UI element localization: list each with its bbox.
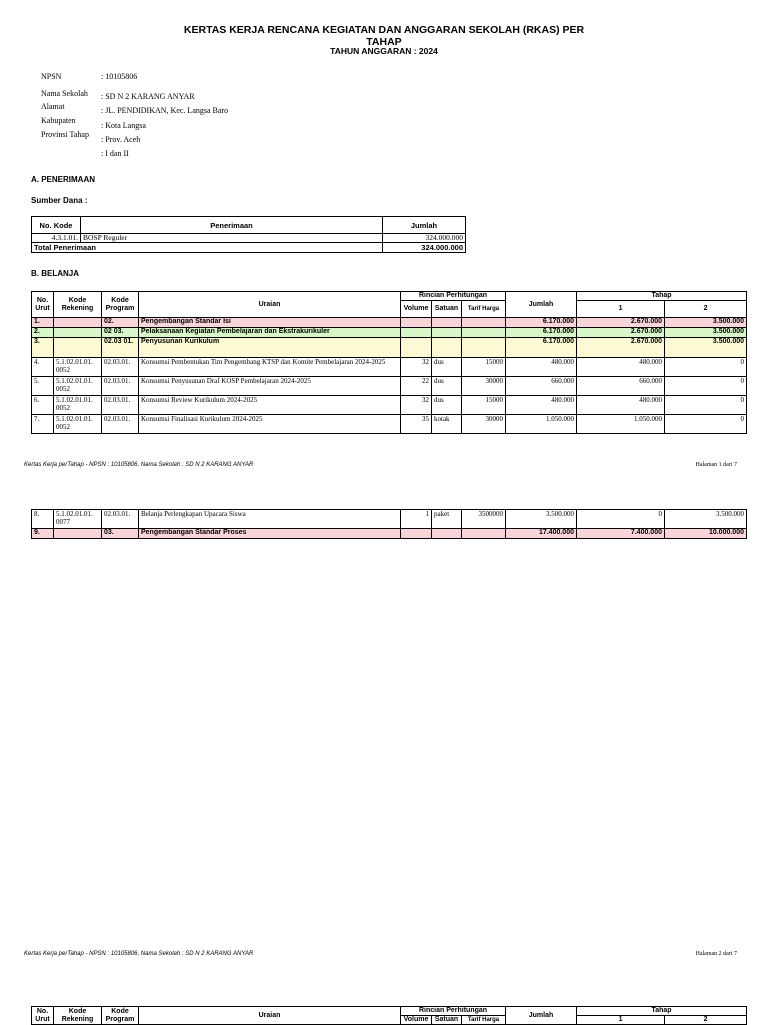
col-header-penerimaan: Penerimaan xyxy=(81,217,383,234)
cell-no: 7. xyxy=(32,415,54,434)
col-header-volume: Volume xyxy=(401,301,432,318)
col-header-no: No. Urut xyxy=(32,1007,54,1025)
cell-tahap-1: 2.670.000 xyxy=(577,328,665,338)
cell-tahap-1: 480.000 xyxy=(577,396,665,415)
document-title xyxy=(0,24,768,48)
cell-tarif xyxy=(462,328,506,338)
table-row xyxy=(32,338,747,358)
info-label-provinsi: Provinsi Tahap xyxy=(41,130,89,139)
cell-uraian: Penyusunan Kurikulum xyxy=(139,338,401,358)
cell-tarif xyxy=(462,529,506,539)
title-line-2: TAHAP xyxy=(366,36,402,48)
cell-no: 4. xyxy=(32,358,54,377)
cell-tahap-1: 2.670.000 xyxy=(577,338,665,358)
table-row xyxy=(32,415,747,434)
cell-volume: 22 xyxy=(401,377,432,396)
table-row xyxy=(32,234,466,243)
cell-jumlah: 660.000 xyxy=(506,377,577,396)
col-header-uraian: Uraian xyxy=(139,292,401,318)
footer-left-page-1: Kertas Kerja perTahap - NPSN : 10105806, Nama Sekolah : SD N 2 KARANG ANYAR xyxy=(24,462,254,468)
cell-rekening: 5.1.02.01.01. 0052 xyxy=(54,377,102,396)
section-penerimaan-heading: A. PENERIMAAN xyxy=(31,175,96,184)
info-value-tahap: : I dan II xyxy=(101,149,129,158)
cell-program: 02.03.01. xyxy=(102,358,139,377)
penerimaan-kode: 4.3.1.01. xyxy=(32,234,81,243)
cell-tahap-1: 480.000 xyxy=(577,358,665,377)
table-row xyxy=(32,529,747,539)
cell-tahap-2: 3.500.000 xyxy=(665,328,747,338)
cell-tahap-2: 3.500.000 xyxy=(665,318,747,328)
sumber-dana-label: Sumber Dana : xyxy=(31,196,88,205)
cell-program: 02. xyxy=(102,318,139,328)
col-header-jumlah: Jumlah xyxy=(506,1007,577,1025)
table-row xyxy=(32,328,747,338)
cell-volume: 32 xyxy=(401,396,432,415)
col-header-satuan: Satuan xyxy=(432,1016,462,1025)
col-header-rekening: Kode Rekening xyxy=(54,1007,102,1025)
cell-tahap-2: 10.000.000 xyxy=(665,529,747,539)
col-header-tarif: Tarif Harga xyxy=(462,1016,506,1025)
cell-uraian: Pengembangan Standar Proses xyxy=(139,529,401,539)
cell-no: 2. xyxy=(32,328,54,338)
total-label: Total Penerimaan xyxy=(32,243,383,253)
table-row xyxy=(32,510,747,529)
cell-jumlah: 480.000 xyxy=(506,396,577,415)
cell-rekening: 5.1.02.01.01. 0052 xyxy=(54,415,102,434)
col-header-tahap-1: 1 xyxy=(577,301,665,318)
cell-tahap-2: 0 xyxy=(665,396,747,415)
cell-program: 02.03.01. xyxy=(102,377,139,396)
info-label-alamat: Alamat xyxy=(41,102,65,111)
cell-no: 1. xyxy=(32,318,54,328)
cell-tarif: 30000 xyxy=(462,415,506,434)
cell-jumlah: 1.050.000 xyxy=(506,415,577,434)
cell-jumlah: 480.000 xyxy=(506,358,577,377)
info-label-npsn: NPSN xyxy=(41,72,62,81)
cell-tahap-1: 1.050.000 xyxy=(577,415,665,434)
cell-uraian: Konsumsi Finalisasi Kurikulum 2024-2025 xyxy=(139,415,401,434)
cell-program: 02.03 01. xyxy=(102,338,139,358)
footer-page-number-1: Halaman 1 dari 7 xyxy=(695,462,737,468)
info-label-kabupaten: Kabupaten xyxy=(41,116,76,125)
belanja-header-row-1 xyxy=(32,1007,747,1016)
total-value: 324.000.000 xyxy=(383,243,466,253)
cell-tahap-2: 3.500.000 xyxy=(665,338,747,358)
cell-satuan xyxy=(432,529,462,539)
info-label-sekolah: Nama Sekolah xyxy=(41,89,88,98)
cell-tahap-2: 0 xyxy=(665,377,747,396)
col-header-tahap: Tahap xyxy=(577,1007,747,1016)
cell-volume xyxy=(401,529,432,539)
cell-jumlah: 6.170.000 xyxy=(506,338,577,358)
cell-rekening xyxy=(54,338,102,358)
col-header-no: No. Urut xyxy=(32,292,54,318)
col-header-tahap-1: 1 xyxy=(577,1016,665,1025)
cell-uraian: Konsumsi Review Kurikulum 2024-2025 xyxy=(139,396,401,415)
cell-jumlah: 17.400.000 xyxy=(506,529,577,539)
col-header-tahap-2: 2 xyxy=(665,1016,747,1025)
cell-tahap-1: 660.000 xyxy=(577,377,665,396)
cell-tarif: 30000 xyxy=(462,377,506,396)
cell-satuan: dus xyxy=(432,377,462,396)
table-row xyxy=(32,318,747,328)
cell-uraian: Belanja Perlengkapan Upacara Siswa xyxy=(139,510,401,529)
belanja-table-page-2 xyxy=(31,509,747,539)
info-value-alamat: : JL. PENDIDIKAN, Kec. Langsa Baro xyxy=(101,106,229,115)
cell-tahap-1: 7.400.000 xyxy=(577,529,665,539)
cell-tahap-1: 0 xyxy=(577,510,665,529)
belanja-table-page-3 xyxy=(31,1006,747,1025)
cell-program: 02 03. xyxy=(102,328,139,338)
cell-rekening: 5.1.02.01.01. 0052 xyxy=(54,358,102,377)
info-value-npsn: : 10105806 xyxy=(101,72,138,81)
cell-volume xyxy=(401,328,432,338)
belanja-header-row-1 xyxy=(32,292,747,301)
title-line-1: KERTAS KERJA RENCANA KEGIATAN DAN ANGGARAN SEKOLAH (RKAS) PER xyxy=(183,24,585,36)
cell-no: 5. xyxy=(32,377,54,396)
cell-jumlah: 6.170.000 xyxy=(506,318,577,328)
cell-tahap-2: 0 xyxy=(665,358,747,377)
cell-jumlah: 3.500.000 xyxy=(506,510,577,529)
document-subtitle: TAHUN ANGGARAN : 2024 xyxy=(330,46,438,56)
col-header-rincian: Rincian Perhitungan xyxy=(401,1007,506,1016)
penerimaan-jumlah: 324.000.000 xyxy=(383,234,466,243)
info-value-provinsi: : Prov. Aceh xyxy=(101,135,141,144)
col-header-rincian: Rincian Perhitungan xyxy=(401,292,506,301)
penerimaan-nama: BOSP Reguler xyxy=(81,234,383,243)
footer-page-number-2: Halaman 2 dari 7 xyxy=(695,951,737,957)
cell-satuan xyxy=(432,328,462,338)
col-header-rekening: Kode Rekening xyxy=(54,292,102,318)
cell-uraian: Konsumsi Pembentukan Tim Pengembang KTSP dan Komite Pembelajaran 2024-2025 xyxy=(139,358,401,377)
cell-rekening xyxy=(54,328,102,338)
cell-uraian: Pelaksanaan Kegiatan Pembelajaran dan Ekstrakurikuler xyxy=(139,328,401,338)
cell-satuan: dus xyxy=(432,396,462,415)
cell-volume xyxy=(401,318,432,328)
cell-satuan: paket xyxy=(432,510,462,529)
penerimaan-table xyxy=(31,216,466,253)
table-row xyxy=(32,358,747,377)
col-header-uraian: Uraian xyxy=(139,1007,401,1025)
cell-rekening xyxy=(54,318,102,328)
cell-uraian: Pengembangan Standar Isi xyxy=(139,318,401,328)
cell-rekening: 5.1.02.01.01. 0052 xyxy=(54,396,102,415)
info-value-sekolah: : SD N 2 KARANG ANYAR xyxy=(101,92,195,101)
cell-program: 03. xyxy=(102,529,139,539)
col-header-volume: Volume xyxy=(401,1016,432,1025)
cell-volume xyxy=(401,338,432,358)
cell-tarif: 3500000 xyxy=(462,510,506,529)
cell-jumlah: 6.170.000 xyxy=(506,328,577,338)
footer-left-page-2: Kertas Kerja perTahap - NPSN : 10105806, Nama Sekolah : SD N 2 KARANG ANYAR xyxy=(24,951,254,957)
cell-volume: 35 xyxy=(401,415,432,434)
cell-satuan xyxy=(432,338,462,358)
col-header-tarif: Tarif Harga xyxy=(462,301,506,318)
cell-tarif xyxy=(462,318,506,328)
cell-satuan xyxy=(432,318,462,328)
cell-volume: 1 xyxy=(401,510,432,529)
cell-uraian: Konsumsi Penyusunan Draf KOSP Pembelajaran 2024-2025 xyxy=(139,377,401,396)
cell-tarif: 15000 xyxy=(462,396,506,415)
cell-program: 02.03.01. xyxy=(102,396,139,415)
col-header-tahap: Tahap xyxy=(577,292,747,301)
cell-program: 02.03.01. xyxy=(102,510,139,529)
col-header-jumlah: Jumlah xyxy=(383,217,466,234)
cell-tarif xyxy=(462,338,506,358)
col-header-program: Kode Program xyxy=(102,292,139,318)
cell-tarif: 15000 xyxy=(462,358,506,377)
cell-program: 02.03.01. xyxy=(102,415,139,434)
cell-satuan: kotak xyxy=(432,415,462,434)
table-row xyxy=(32,377,747,396)
section-belanja-heading: B. BELANJA xyxy=(31,269,80,278)
penerimaan-header-row xyxy=(32,217,466,234)
table-row xyxy=(32,396,747,415)
col-header-satuan: Satuan xyxy=(432,301,462,318)
cell-volume: 32 xyxy=(401,358,432,377)
col-header-tahap-2: 2 xyxy=(665,301,747,318)
cell-no: 9. xyxy=(32,529,54,539)
cell-no: 3. xyxy=(32,338,54,358)
col-header-kode: No. Kode xyxy=(32,217,81,234)
info-value-kabupaten: : Kota Langsa xyxy=(101,121,146,130)
cell-no: 6. xyxy=(32,396,54,415)
col-header-program: Kode Program xyxy=(102,1007,139,1025)
col-header-jumlah: Jumlah xyxy=(506,292,577,318)
belanja-table-page-1 xyxy=(31,291,747,434)
cell-tahap-1: 2.670.000 xyxy=(577,318,665,328)
cell-tahap-2: 3.500.000 xyxy=(665,510,747,529)
cell-satuan: dus xyxy=(432,358,462,377)
penerimaan-total-row xyxy=(32,243,466,253)
cell-rekening xyxy=(54,529,102,539)
cell-tahap-2: 0 xyxy=(665,415,747,434)
cell-no: 8. xyxy=(32,510,54,529)
cell-rekening: 5.1.02.01.01. 0077 xyxy=(54,510,102,529)
